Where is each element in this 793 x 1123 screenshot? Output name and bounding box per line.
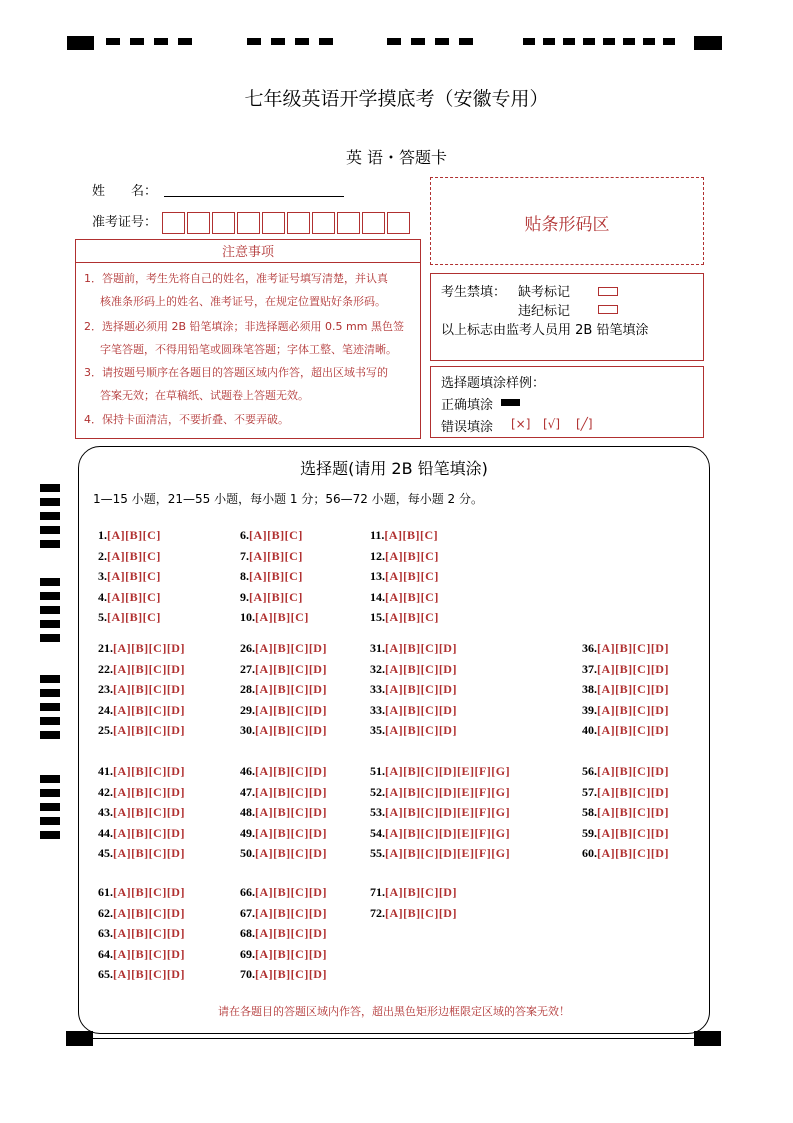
question-row[interactable] [240, 926, 327, 941]
question-row[interactable] [240, 764, 327, 779]
notice-line: 4．保持卡面清洁，不要折叠、不要弄破。 [84, 413, 289, 426]
question-number: 10. [240, 610, 255, 625]
timing-mark [40, 775, 60, 783]
question-row[interactable] [582, 785, 669, 800]
question-row[interactable] [240, 846, 327, 861]
timing-mark [40, 689, 60, 697]
answer-options[interactable]: [A][B][C][D] [113, 661, 185, 676]
question-number: 55. [370, 846, 385, 861]
correct-label: 正确填涂 [441, 398, 494, 413]
timing-mark [40, 731, 60, 739]
question-row[interactable] [240, 967, 327, 982]
notice-line: 核准条形码上的姓名、准考证号，在规定位置贴好条形码。 [100, 295, 386, 308]
question-number: 39. [582, 702, 597, 717]
question-number: 7. [240, 548, 249, 563]
question-row[interactable] [98, 826, 185, 841]
name-field[interactable] [164, 196, 344, 197]
timing-mark [295, 38, 309, 45]
answer-options[interactable]: [A][B][C] [107, 528, 161, 542]
id-cell[interactable] [162, 212, 185, 234]
answer-options[interactable]: [A][B][C][D] [255, 805, 327, 820]
answer-options[interactable]: [A][B][C][D] [255, 661, 327, 676]
answer-options[interactable]: [A][B][C][D] [255, 946, 327, 961]
question-number: 21. [98, 641, 113, 655]
timing-mark [40, 526, 60, 534]
timing-mark [154, 38, 168, 45]
notice-line: 答案无效；在草稿纸、试题卷上答题无效。 [100, 389, 309, 402]
answer-options[interactable]: [A][B][C][D] [113, 905, 185, 920]
answer-options[interactable]: [A][B][C][D] [113, 825, 185, 840]
answer-options[interactable]: [A][B][C][D] [113, 764, 185, 778]
answer-options[interactable]: [A][B][C][D] [255, 723, 327, 738]
answer-options[interactable]: [A][B][C][D] [597, 825, 669, 840]
answer-options[interactable]: [A][B][C][D] [385, 682, 457, 697]
answer-options[interactable]: [A][B][C][D] [255, 764, 327, 778]
timing-mark [40, 831, 60, 839]
question-row[interactable] [370, 785, 510, 800]
question-row[interactable] [240, 805, 327, 820]
question-number: 29. [240, 702, 255, 717]
absent-label: 缺考标记 [518, 285, 571, 300]
answer-options[interactable]: [A][B][C][D] [597, 702, 669, 717]
question-row[interactable] [582, 703, 669, 718]
answer-options[interactable]: [A][B][C] [385, 610, 439, 625]
question-row[interactable] [98, 569, 161, 584]
barcode-area [430, 177, 704, 265]
question-row[interactable] [98, 703, 185, 718]
question-number: 71. [370, 885, 385, 899]
question-row[interactable] [370, 682, 457, 697]
answer-options[interactable]: [A][B][C][D] [597, 723, 669, 738]
question-number: 47. [240, 784, 255, 799]
id-cell[interactable] [187, 212, 210, 234]
timing-mark [40, 817, 60, 825]
answer-options[interactable]: [A][B][C] [249, 548, 303, 563]
answer-options[interactable]: [A][B][C][D] [113, 885, 185, 899]
answer-options[interactable]: [A][B][C][D] [597, 641, 669, 655]
timing-mark [694, 1031, 721, 1046]
answer-options[interactable]: [A][B][C][D] [113, 723, 185, 738]
question-row[interactable] [240, 906, 327, 921]
question-number: 26. [240, 641, 255, 655]
question-row[interactable] [98, 723, 185, 738]
question-row[interactable] [240, 703, 327, 718]
question-row[interactable] [240, 682, 327, 697]
question-row[interactable] [98, 682, 185, 697]
timing-mark [178, 38, 192, 45]
question-row[interactable] [98, 785, 185, 800]
answer-options[interactable]: [A][B][C] [249, 528, 303, 542]
violation-checkbox[interactable] [598, 305, 618, 314]
answer-options[interactable]: [A][B][C] [384, 528, 439, 542]
answer-options[interactable]: [A][B][C] [107, 610, 161, 625]
question-number: 43. [98, 805, 113, 820]
question-row[interactable] [370, 826, 510, 841]
question-row[interactable] [98, 846, 185, 861]
question-row[interactable] [98, 764, 185, 779]
forbidden-label: 考生禁填： [441, 285, 507, 300]
question-row[interactable] [98, 926, 185, 941]
question-number: 65. [98, 967, 113, 982]
question-row[interactable] [240, 785, 327, 800]
exam-title: 七年级英语开学摸底考（安徽专用） [244, 88, 549, 110]
question-number: 50. [240, 846, 255, 861]
question-row[interactable] [370, 610, 439, 625]
question-row[interactable] [370, 549, 439, 564]
answer-options[interactable]: [A][B][C][D][E][F][G] [385, 825, 511, 840]
card-subtitle: 英 语・答题卡 [345, 148, 448, 167]
correct-mark [501, 399, 520, 406]
notice-line: 字笔答题，不得用铅笔或圆珠笔答题；字体工整、笔迹清晰。 [100, 343, 397, 356]
question-number: 49. [240, 825, 255, 840]
question-number: 66. [240, 885, 255, 899]
timing-mark [411, 38, 425, 45]
timing-mark [603, 38, 615, 45]
wrong-mark: [×] [511, 417, 531, 431]
answer-options[interactable]: [A][B][C] [385, 548, 439, 563]
question-row[interactable] [240, 885, 327, 900]
timing-mark [40, 606, 60, 614]
timing-mark [543, 38, 555, 45]
question-number: 46. [240, 764, 255, 778]
question-row[interactable] [98, 947, 185, 962]
id-cell[interactable] [362, 212, 385, 234]
question-number: 67. [240, 905, 255, 920]
question-row[interactable] [582, 805, 669, 820]
question-number: 36. [582, 641, 597, 655]
question-row[interactable] [370, 662, 457, 677]
question-number: 41. [98, 764, 113, 778]
question-number: 32. [370, 661, 385, 676]
question-row[interactable] [370, 846, 510, 861]
question-row[interactable] [98, 906, 185, 921]
question-number: 15. [370, 610, 385, 625]
timing-mark [106, 38, 120, 45]
question-row[interactable] [582, 641, 669, 656]
question-number: 48. [240, 805, 255, 820]
question-row[interactable] [370, 885, 457, 900]
timing-mark [40, 675, 60, 683]
question-number: 38. [582, 682, 597, 697]
answer-options[interactable]: [A][B][C][D] [255, 784, 327, 799]
question-row[interactable] [240, 723, 327, 738]
question-row[interactable] [370, 764, 510, 779]
question-row[interactable] [240, 569, 303, 584]
question-number: 28. [240, 682, 255, 697]
answer-options[interactable]: [A][B][C][D] [255, 702, 327, 717]
timing-mark [523, 38, 535, 45]
timing-mark [643, 38, 655, 45]
question-number: 64. [98, 946, 113, 961]
timing-mark [40, 803, 60, 811]
answer-options[interactable]: [A][B][C][D][E][F][G] [385, 764, 511, 778]
question-row[interactable] [240, 528, 303, 543]
question-number: 35. [370, 723, 385, 738]
question-number: 70. [240, 967, 255, 982]
answer-options[interactable]: [A][B][C][D] [113, 946, 185, 961]
timing-mark [40, 634, 60, 642]
question-row[interactable] [98, 967, 185, 982]
question-number: 13. [370, 569, 385, 584]
question-number: 69. [240, 946, 255, 961]
timing-mark [67, 36, 94, 50]
answer-options[interactable]: [A][B][C][D] [255, 846, 327, 861]
question-number: 54. [370, 825, 385, 840]
wrong-mark: [╱] [576, 417, 593, 431]
question-row[interactable] [370, 805, 510, 820]
question-number: 57. [582, 784, 597, 799]
answer-options[interactable]: [A][B][C] [107, 548, 161, 563]
timing-mark [40, 789, 60, 797]
question-row[interactable] [240, 826, 327, 841]
answer-options[interactable]: [A][B][C] [107, 589, 161, 604]
answer-options[interactable]: [A][B][C][D] [113, 641, 185, 655]
timing-mark [40, 703, 60, 711]
answer-options[interactable]: [A][B][C][D] [255, 682, 327, 697]
answer-options[interactable]: [A][B][C][D] [385, 641, 457, 655]
question-number: 14. [370, 589, 385, 604]
answer-options[interactable]: [A][B][C][D] [385, 723, 457, 738]
question-row[interactable] [240, 641, 327, 656]
question-number: 22. [98, 661, 113, 676]
choice-footer: 请在各题目的答题区域内作答，超出黑色矩形边框限定区域的答案无效！ [218, 1005, 570, 1018]
question-number: 23. [98, 682, 113, 697]
question-row[interactable] [240, 590, 303, 605]
question-number: 2. [98, 548, 107, 563]
question-number: 6. [240, 528, 249, 542]
timing-mark [694, 36, 722, 50]
question-number: 42. [98, 784, 113, 799]
question-number: 30. [240, 723, 255, 738]
question-row[interactable] [582, 826, 669, 841]
timing-mark [435, 38, 449, 45]
question-row[interactable] [240, 662, 327, 677]
answer-options[interactable]: [A][B][C][D] [597, 805, 669, 820]
answer-options[interactable]: [A][B][C][D] [385, 885, 457, 899]
name-label: 姓 名： [92, 184, 158, 199]
question-number: 51. [370, 764, 385, 778]
notice-divider [76, 262, 420, 263]
answer-options[interactable]: [A][B][C][D] [255, 641, 327, 655]
answer-options[interactable]: [A][B][C] [385, 589, 439, 604]
question-number: 62. [98, 905, 113, 920]
question-row[interactable] [370, 528, 438, 543]
notice-line: 3．请按题号顺序在各题目的答题区域内作答，超出区域书写的 [84, 366, 388, 379]
question-number: 1. [98, 528, 107, 542]
question-number: 4. [98, 589, 107, 604]
question-row[interactable] [370, 703, 457, 718]
answer-options[interactable]: [A][B][C][D] [597, 784, 669, 799]
timing-mark [66, 1031, 93, 1046]
answer-options[interactable]: [A][B][C][D] [255, 967, 327, 982]
answer-options[interactable]: [A][B][C][D][E][F][G] [385, 846, 511, 861]
timing-mark [40, 512, 60, 520]
answer-options[interactable]: [A][B][C] [249, 569, 303, 584]
answer-options[interactable]: [A][B][C][D] [255, 825, 327, 840]
id-cell[interactable] [312, 212, 335, 234]
notice-title: 注意事项 [221, 245, 274, 260]
answer-options[interactable]: [A][B][C][D] [385, 905, 457, 920]
question-number: 61. [98, 885, 113, 899]
answer-options[interactable]: [A][B][C][D] [113, 682, 185, 697]
question-number: 44. [98, 825, 113, 840]
question-row[interactable] [240, 610, 309, 625]
question-row[interactable] [370, 590, 439, 605]
question-number: 63. [98, 926, 113, 941]
answer-options[interactable]: [A][B][C][D] [597, 846, 669, 861]
barcode-label: 贴条形码区 [524, 215, 610, 235]
question-number: 37. [582, 661, 597, 676]
timing-mark [130, 38, 144, 45]
question-number: 56. [582, 764, 597, 778]
absent-checkbox[interactable] [598, 287, 618, 296]
id-cell[interactable] [237, 212, 260, 234]
question-number: 40. [582, 723, 597, 738]
question-row[interactable] [98, 641, 185, 656]
answer-options[interactable]: [A][B][C][D] [113, 805, 185, 820]
question-row[interactable] [582, 662, 669, 677]
answer-options[interactable]: [A][B][C][D] [113, 967, 185, 982]
question-number: 59. [582, 825, 597, 840]
timing-mark [40, 484, 60, 492]
timing-mark [40, 578, 60, 586]
notice-box [75, 239, 421, 439]
question-number: 27. [240, 661, 255, 676]
bottom-rule [93, 1038, 694, 1039]
timing-mark [459, 38, 473, 45]
question-row[interactable] [240, 549, 303, 564]
answer-options[interactable]: [A][B][C][D] [113, 846, 185, 861]
timing-mark [40, 498, 60, 506]
answer-options[interactable]: [A][B][C][D][E][F][G] [385, 784, 511, 799]
timing-mark [40, 717, 60, 725]
answer-options[interactable]: [A][B][C][D] [113, 702, 185, 717]
violation-label: 违纪标记 [518, 304, 571, 319]
answer-options[interactable]: [A][B][C][D] [597, 764, 669, 778]
id-cell[interactable] [287, 212, 310, 234]
answer-options[interactable]: [A][B][C][D] [597, 682, 669, 697]
question-number: 25. [98, 723, 113, 738]
question-number: 52. [370, 784, 385, 799]
question-number: 11. [370, 528, 385, 542]
timing-mark [583, 38, 595, 45]
question-row[interactable] [98, 528, 161, 543]
question-row[interactable] [98, 610, 161, 625]
question-number: 31. [370, 641, 385, 655]
question-number: 60. [582, 846, 597, 861]
answer-options[interactable]: [A][B][C][D] [113, 784, 185, 799]
question-number: 24. [98, 702, 113, 717]
question-row[interactable] [98, 590, 161, 605]
question-number: 33. [370, 682, 385, 697]
question-number: 9. [240, 589, 249, 604]
question-row[interactable] [370, 723, 457, 738]
question-row[interactable] [370, 906, 457, 921]
answer-options[interactable]: [A][B][C][D] [385, 702, 457, 717]
timing-mark [319, 38, 333, 45]
question-row[interactable] [98, 549, 161, 564]
id-cell[interactable] [262, 212, 285, 234]
forbidden-note: 以上标志由监考人员用 2B 铅笔填涂 [441, 323, 649, 338]
example-title: 选择题填涂样例： [441, 376, 546, 391]
timing-mark [247, 38, 261, 45]
notice-line: 2．选择题必须用 2B 铅笔填涂；非选择题必须用 0.5 mm 黑色签 [84, 320, 404, 333]
choice-title: 选择题(请用 2B 铅笔填涂) [300, 459, 488, 478]
answer-options[interactable]: [A][B][C][D] [597, 661, 669, 676]
answer-options[interactable]: [A][B][C][D][E][F][G] [385, 805, 511, 820]
exam-id-label: 准考证号： [92, 215, 158, 230]
question-row[interactable] [582, 723, 669, 738]
answer-options[interactable]: [A][B][C][D] [255, 885, 327, 899]
timing-mark [563, 38, 575, 45]
question-number: 72. [370, 905, 385, 920]
id-cell[interactable] [212, 212, 235, 234]
question-number: 53. [370, 805, 385, 820]
question-row[interactable] [582, 764, 669, 779]
choice-instructions: 1—15 小题，21—55 小题，每小题 1 分；56—72 小题，每小题 2 分。 [93, 492, 483, 506]
wrong-mark: [√] [543, 417, 561, 431]
timing-mark [663, 38, 675, 45]
question-number: 33. [370, 702, 385, 717]
answer-options[interactable]: [A][B][C] [249, 589, 303, 604]
question-row[interactable] [582, 846, 669, 861]
answer-options[interactable]: [A][B][C][D] [255, 905, 327, 920]
question-row[interactable] [98, 662, 185, 677]
answer-options[interactable]: [A][B][C][D] [255, 926, 327, 941]
timing-mark [40, 620, 60, 628]
question-row[interactable] [98, 805, 185, 820]
wrong-label: 错误填涂 [441, 420, 494, 435]
id-cell[interactable] [387, 212, 410, 234]
timing-mark [623, 38, 635, 45]
question-row[interactable] [98, 885, 185, 900]
question-number: 5. [98, 610, 107, 625]
timing-mark [271, 38, 285, 45]
question-row[interactable] [582, 682, 669, 697]
question-number: 3. [98, 569, 107, 584]
answer-options[interactable]: [A][B][C] [107, 569, 161, 584]
answer-options[interactable]: [A][B][C] [385, 569, 439, 584]
question-row[interactable] [370, 641, 457, 656]
question-number: 45. [98, 846, 113, 861]
id-cell[interactable] [337, 212, 360, 234]
question-row[interactable] [240, 947, 327, 962]
question-row[interactable] [370, 569, 439, 584]
question-number: 58. [582, 805, 597, 820]
question-number: 68. [240, 926, 255, 941]
answer-options[interactable]: [A][B][C][D] [113, 926, 185, 941]
notice-line: 1．答题前，考生先将自己的姓名，准考证号填写清楚，并认真 [84, 272, 388, 285]
answer-options[interactable]: [A][B][C] [255, 610, 309, 625]
timing-mark [387, 38, 401, 45]
question-number: 12. [370, 548, 385, 563]
timing-mark [40, 592, 60, 600]
answer-options[interactable]: [A][B][C][D] [385, 661, 457, 676]
question-number: 8. [240, 569, 249, 584]
timing-mark [40, 540, 60, 548]
